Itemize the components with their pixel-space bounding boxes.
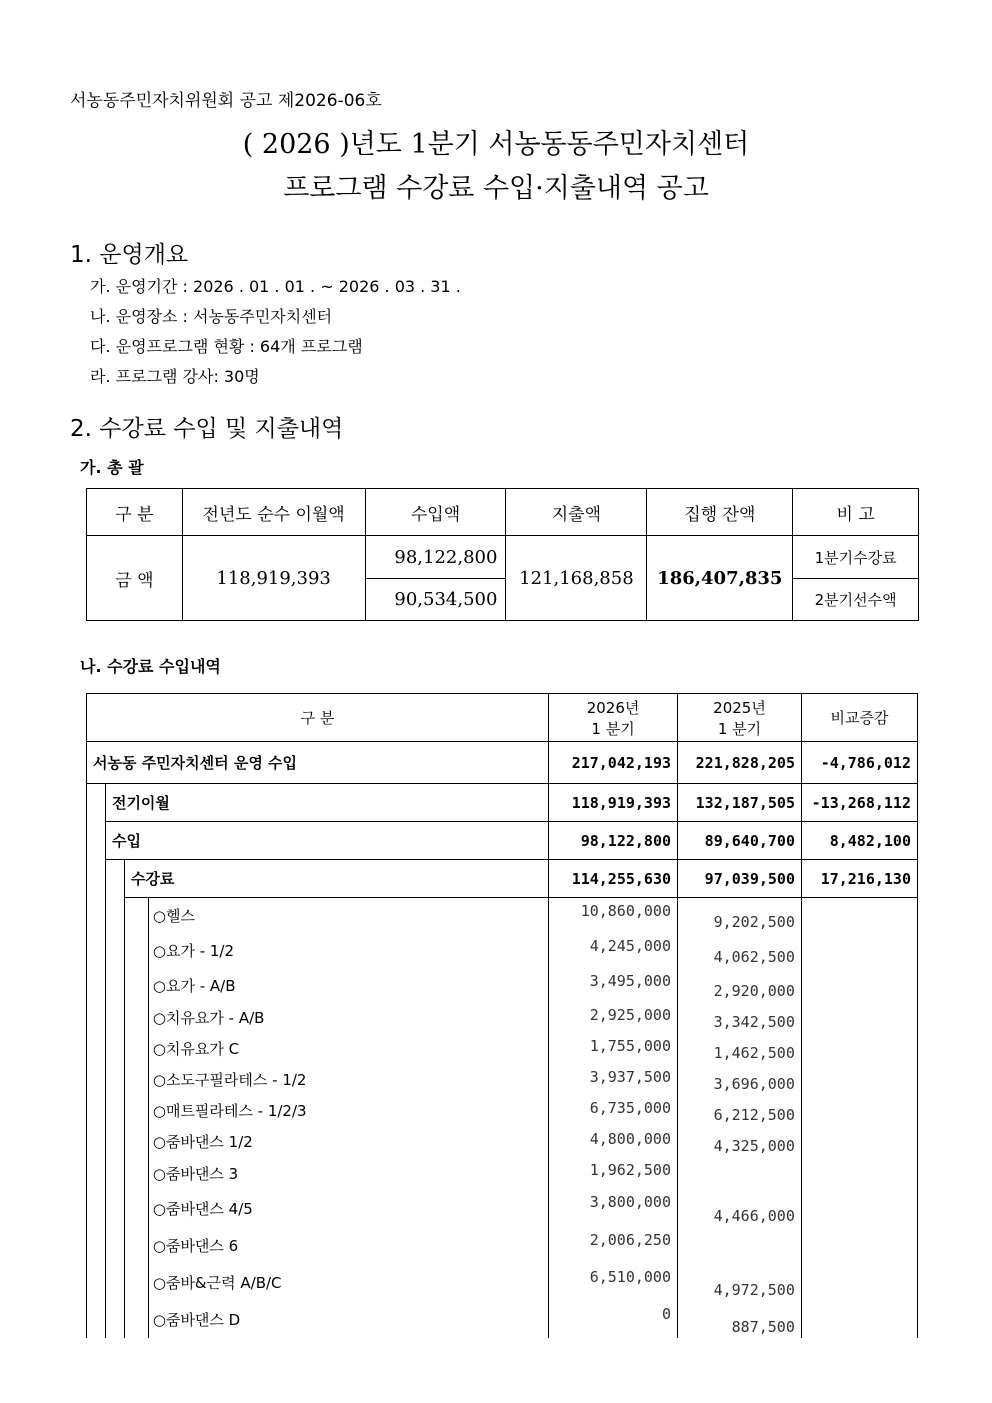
overview-location: 나. 운영장소 : 서농동주민자치센터 xyxy=(90,307,333,326)
fee-item-row xyxy=(149,968,917,1002)
fee-item-row xyxy=(149,1095,917,1126)
detail-indent-level3 xyxy=(124,898,148,1339)
fee-item-label: ○헬스 xyxy=(152,907,195,925)
fee-item-label: ○매트필라테스 - 1/2/3 xyxy=(152,1102,307,1120)
detail-total-label: 서농동 주민자치센터 운영 수입 xyxy=(87,742,549,784)
fee-item-diff xyxy=(801,933,917,968)
fee-item-2025: 887,500 xyxy=(678,1301,802,1338)
detail-items-table xyxy=(149,898,917,1338)
fee-item-diff xyxy=(801,1264,917,1301)
overview-programs: 다. 운영프로그램 현황 : 64개 프로그램 xyxy=(90,337,363,356)
summary-table xyxy=(86,488,919,621)
fee-item-diff xyxy=(801,898,917,933)
detail-carry-label: 전기이월 xyxy=(105,784,548,822)
fee-item-row xyxy=(149,1157,917,1189)
fee-item-label: ○줌바&근력 A/B/C xyxy=(152,1274,282,1292)
summary-note-2: 2분기선수액 xyxy=(793,579,919,621)
fee-item-2025: 3,696,000 xyxy=(678,1064,802,1095)
section2-heading: 2. 수강료 수입 및 지출내역 xyxy=(70,416,344,442)
fee-item-2026: 6,510,000 xyxy=(549,1264,678,1301)
summary-expense: 121,168,858 xyxy=(506,536,647,621)
fee-item-2026: 2,925,000 xyxy=(549,1002,678,1033)
fee-item-2026: 4,800,000 xyxy=(549,1126,678,1157)
detail-fee-label: 수강료 xyxy=(124,860,548,898)
fee-item-2026: 1,755,000 xyxy=(549,1033,678,1064)
fee-item-2026: 0 xyxy=(549,1301,678,1338)
income-detail-subheading: 나. 수강료 수입내역 xyxy=(80,657,221,676)
summary-row-label: 금 액 xyxy=(87,536,183,621)
detail-total-2025: 221,828,205 xyxy=(678,742,802,784)
summary-subheading: 가. 총 괄 xyxy=(80,458,144,477)
fee-item-row xyxy=(149,1264,917,1301)
fee-item-2025: 6,212,500 xyxy=(678,1095,802,1126)
fee-item-2025: 2,920,000 xyxy=(678,968,802,1002)
detail-total-2026: 217,042,193 xyxy=(549,742,678,784)
summary-header-balance: 집행 잔액 xyxy=(647,489,793,536)
detail-income-diff: 8,482,100 xyxy=(801,822,917,860)
detail-header-category: 구 분 xyxy=(87,694,549,742)
fee-item-2025: 1,462,500 xyxy=(678,1033,802,1064)
detail-items-block xyxy=(148,898,917,1339)
fee-item-diff xyxy=(801,1157,917,1189)
fee-item-diff xyxy=(801,1126,917,1157)
detail-income-label: 수입 xyxy=(105,822,548,860)
detail-income-2025: 89,640,700 xyxy=(678,822,802,860)
fee-item-row xyxy=(149,933,917,968)
summary-income-1: 98,122,800 xyxy=(365,536,506,579)
detail-income-2026: 98,122,800 xyxy=(549,822,678,860)
section1-heading: 1. 운영개요 xyxy=(70,242,189,268)
overview-instructors: 라. 프로그램 강사: 30명 xyxy=(90,367,260,386)
fee-item-2026: 1,962,500 xyxy=(549,1157,678,1189)
summary-header-note: 비 고 xyxy=(793,489,919,536)
detail-fee-2026: 114,255,630 xyxy=(549,860,678,898)
summary-income-2: 90,534,500 xyxy=(365,579,506,621)
income-detail-table xyxy=(86,693,918,1338)
summary-carryover: 118,919,393 xyxy=(182,536,365,621)
fee-item-label: ○소도구필라테스 - 1/2 xyxy=(152,1071,307,1089)
fee-item-2026: 10,860,000 xyxy=(549,898,678,933)
fee-item-2026: 3,495,000 xyxy=(549,968,678,1002)
notice-number: 서농동주민자치위원회 공고 제2026-06호 xyxy=(70,91,382,111)
summary-note-1: 1분기수강료 xyxy=(793,536,919,579)
fee-item-label: ○줌바댄스 6 xyxy=(152,1237,239,1255)
fee-item-row xyxy=(149,1002,917,1033)
fee-item-row xyxy=(149,1064,917,1095)
fee-item-diff xyxy=(801,1002,917,1033)
fee-item-row xyxy=(149,1301,917,1338)
fee-item-diff xyxy=(801,1189,917,1227)
fee-item-label: ○줌바댄스 1/2 xyxy=(152,1133,253,1151)
fee-item-label: ○요가 - 1/2 xyxy=(152,942,235,960)
fee-item-row xyxy=(149,1126,917,1157)
fee-item-diff xyxy=(801,1033,917,1064)
fee-item-label: ○줌바댄스 3 xyxy=(152,1164,239,1183)
fee-item-2026: 2,006,250 xyxy=(549,1227,678,1264)
detail-header-2026 xyxy=(549,694,678,742)
detail-fee-2025: 97,039,500 xyxy=(678,860,802,898)
detail-carry-2025: 132,187,505 xyxy=(678,784,802,822)
detail-header-2025 xyxy=(678,694,802,742)
detail-fee-diff: 17,216,130 xyxy=(801,860,917,898)
fee-item-label: ○치유요가 - A/B xyxy=(152,1009,265,1027)
fee-item-2026: 6,735,000 xyxy=(549,1095,678,1126)
fee-item-diff xyxy=(801,1064,917,1095)
fee-item-2025: 4,062,500 xyxy=(678,933,802,968)
detail-header-2026-year: 2026년 xyxy=(586,698,640,717)
fee-item-label: ○치유요가 C xyxy=(152,1040,240,1058)
detail-total-diff: -4,786,012 xyxy=(801,742,917,784)
detail-header-2025-year: 2025년 xyxy=(713,698,766,717)
detail-carry-2026: 118,919,393 xyxy=(549,784,678,822)
fee-item-2025 xyxy=(678,1227,802,1264)
fee-item-diff xyxy=(801,968,917,1002)
detail-header-2026-quarter: 1 분기 xyxy=(591,719,635,738)
fee-item-2026: 4,245,000 xyxy=(549,933,678,968)
detail-carry-diff: -13,268,112 xyxy=(801,784,917,822)
fee-item-diff xyxy=(801,1227,917,1264)
fee-item-row xyxy=(149,898,917,933)
summary-balance: 186,407,835 xyxy=(647,536,793,621)
summary-header-expense: 지출액 xyxy=(506,489,647,536)
fee-item-2025: 9,202,500 xyxy=(678,898,802,933)
summary-header-category: 구 분 xyxy=(87,489,183,536)
fee-item-row xyxy=(149,1033,917,1064)
fee-item-2025: 4,972,500 xyxy=(678,1264,802,1301)
fee-item-2026: 3,800,000 xyxy=(549,1189,678,1227)
summary-header-carryover: 전년도 순수 이월액 xyxy=(182,489,365,536)
fee-item-diff xyxy=(801,1095,917,1126)
overview-period: 가. 운영기간 : 2026 . 01 . 01 . ~ 2026 . 03 . 31 . xyxy=(90,277,461,296)
document-title-line1: ( 2026 )년도 1분기 서농동동주민자치센터 xyxy=(242,129,750,160)
detail-indent-level1 xyxy=(87,784,106,1339)
fee-item-label: ○줌바댄스 D xyxy=(152,1311,241,1329)
summary-header-income: 수입액 xyxy=(365,489,506,536)
fee-item-label: ○줌바댄스 4/5 xyxy=(152,1199,253,1218)
detail-indent-level2 xyxy=(105,860,124,1339)
fee-item-row xyxy=(149,1189,917,1227)
fee-item-diff xyxy=(801,1301,917,1338)
fee-item-2025: 4,325,000 xyxy=(678,1126,802,1157)
detail-header-2025-quarter: 1 분기 xyxy=(717,719,762,738)
detail-header-diff: 비교증감 xyxy=(801,694,917,742)
fee-item-row xyxy=(149,1227,917,1264)
fee-item-2025 xyxy=(678,1157,802,1189)
document-title-line2: 프로그램 수강료 수입·지출내역 공고 xyxy=(283,173,709,204)
fee-item-2025: 3,342,500 xyxy=(678,1002,802,1033)
fee-item-2026: 3,937,500 xyxy=(549,1064,678,1095)
fee-item-2025: 4,466,000 xyxy=(678,1189,802,1227)
fee-item-label: ○요가 - A/B xyxy=(152,976,236,995)
